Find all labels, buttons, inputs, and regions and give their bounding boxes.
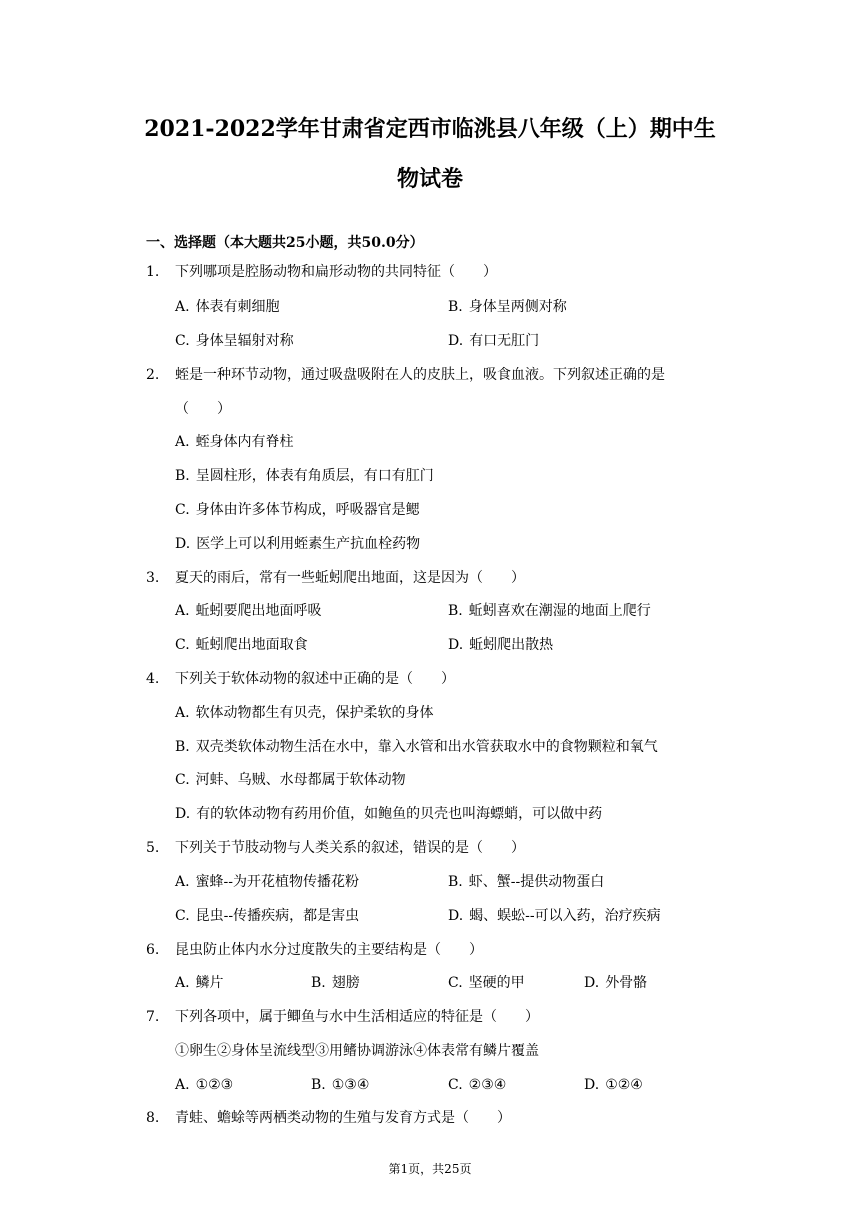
option-d: D. ①②④	[584, 1077, 643, 1093]
option-b: B. 双壳类软体动物生活在水中，靠入水管和出水管获取水中的食物颗粒和氧气	[175, 739, 658, 755]
option-a: A. 软体动物都生有贝壳，保护柔软的身体	[175, 705, 434, 721]
option-a: A. 蚯蚓要爬出地面呼吸	[175, 603, 322, 619]
option-b: B. 翅膀	[311, 975, 360, 991]
question-number: 2.	[146, 367, 160, 383]
option-a: A. 体表有刺细胞	[175, 299, 280, 315]
option-d: D. 医学上可以利用蛭素生产抗血栓药物	[175, 536, 421, 552]
option-d: D. 外骨骼	[584, 975, 648, 991]
question-3	[146, 568, 525, 588]
title-line-1: 2021-2022学年甘肃省定西市临洮县八年级（上）期中生	[144, 116, 716, 142]
question-text: 夏天的雨后，常有一些蚯蚓爬出地面，这是因为（ ）	[175, 570, 525, 586]
question-statements: ①卵生②身体呈流线型③用鳍协调游泳④体表常有鳞片覆盖	[175, 1043, 539, 1059]
option-a: A. 鳞片	[175, 975, 224, 991]
document-title	[0, 104, 860, 204]
option-b: B. 蚯蚓喜欢在潮湿的地面上爬行	[448, 603, 651, 619]
option-b: B. 身体呈两侧对称	[448, 299, 567, 315]
section-heading: 一、选择题（本大题共25小题，共50.0分）	[146, 235, 424, 251]
option-c: C. 身体呈辐射对称	[175, 333, 294, 349]
question-text: 下列各项中，属于鲫鱼与水中生活相适应的特征是（ ）	[175, 1009, 539, 1025]
question-text: 下列哪项是腔肠动物和扁形动物的共同特征（ ）	[175, 264, 497, 280]
title-line-2: 物试卷	[396, 166, 463, 192]
question-number: 6.	[146, 942, 160, 958]
question-7	[146, 1007, 539, 1027]
option-a: A. ①②③	[175, 1077, 234, 1093]
option-a: A. 蜜蜂--为开花植物传播花粉	[175, 874, 360, 890]
option-b: B. 虾、蟹--提供动物蛋白	[448, 874, 605, 890]
question-number: 8.	[146, 1110, 160, 1126]
question-4	[146, 669, 455, 689]
question-text-continued: （ ）	[175, 401, 231, 417]
question-6	[146, 940, 483, 960]
question-text: 下列关于软体动物的叙述中正确的是（ ）	[175, 671, 455, 687]
question-text: 蛭是一种环节动物，通过吸盘吸附在人的皮肤上，吸食血液。下列叙述正确的是	[175, 367, 665, 383]
option-c: C. 坚硬的甲	[448, 975, 525, 991]
question-2	[146, 365, 665, 385]
option-d: D. 蝎、蜈蚣--可以入药，治疗疾病	[448, 908, 661, 924]
option-d: D. 有的软体动物有药用价值，如鲍鱼的贝壳也叫海螵蛸，可以做中药	[175, 806, 603, 822]
option-d: D. 有口无肛门	[448, 333, 540, 349]
question-8	[146, 1108, 511, 1128]
option-d: D. 蚯蚓爬出散热	[448, 637, 554, 653]
question-number: 4.	[146, 671, 160, 687]
option-c: C. 身体由许多体节构成，呼吸器官是鳃	[175, 502, 420, 518]
option-a: A. 蛭身体内有脊柱	[175, 434, 294, 450]
question-number: 1.	[146, 264, 160, 280]
question-text: 下列关于节肢动物与人类关系的叙述，错误的是（ ）	[175, 840, 525, 856]
option-b: B. 呈圆柱形，体表有角质层，有口有肛门	[175, 468, 434, 484]
option-b: B. ①③④	[311, 1077, 370, 1093]
question-text: 昆虫防止体内水分过度散失的主要结构是（ ）	[175, 942, 483, 958]
question-1	[146, 262, 497, 282]
option-c: C. 蚯蚓爬出地面取食	[175, 637, 308, 653]
option-c: C. 河蚌、乌贼、水母都属于软体动物	[175, 772, 406, 788]
question-5	[146, 838, 525, 858]
question-number: 3.	[146, 570, 160, 586]
option-c: C. ②③④	[448, 1077, 507, 1093]
question-text: 青蛙、蟾蜍等两栖类动物的生殖与发育方式是（ ）	[175, 1110, 511, 1126]
question-number: 7.	[146, 1009, 160, 1025]
page-footer: 第1页，共25页	[388, 1162, 472, 1176]
question-number: 5.	[146, 840, 160, 856]
option-c: C. 昆虫--传播疾病，都是害虫	[175, 908, 360, 924]
